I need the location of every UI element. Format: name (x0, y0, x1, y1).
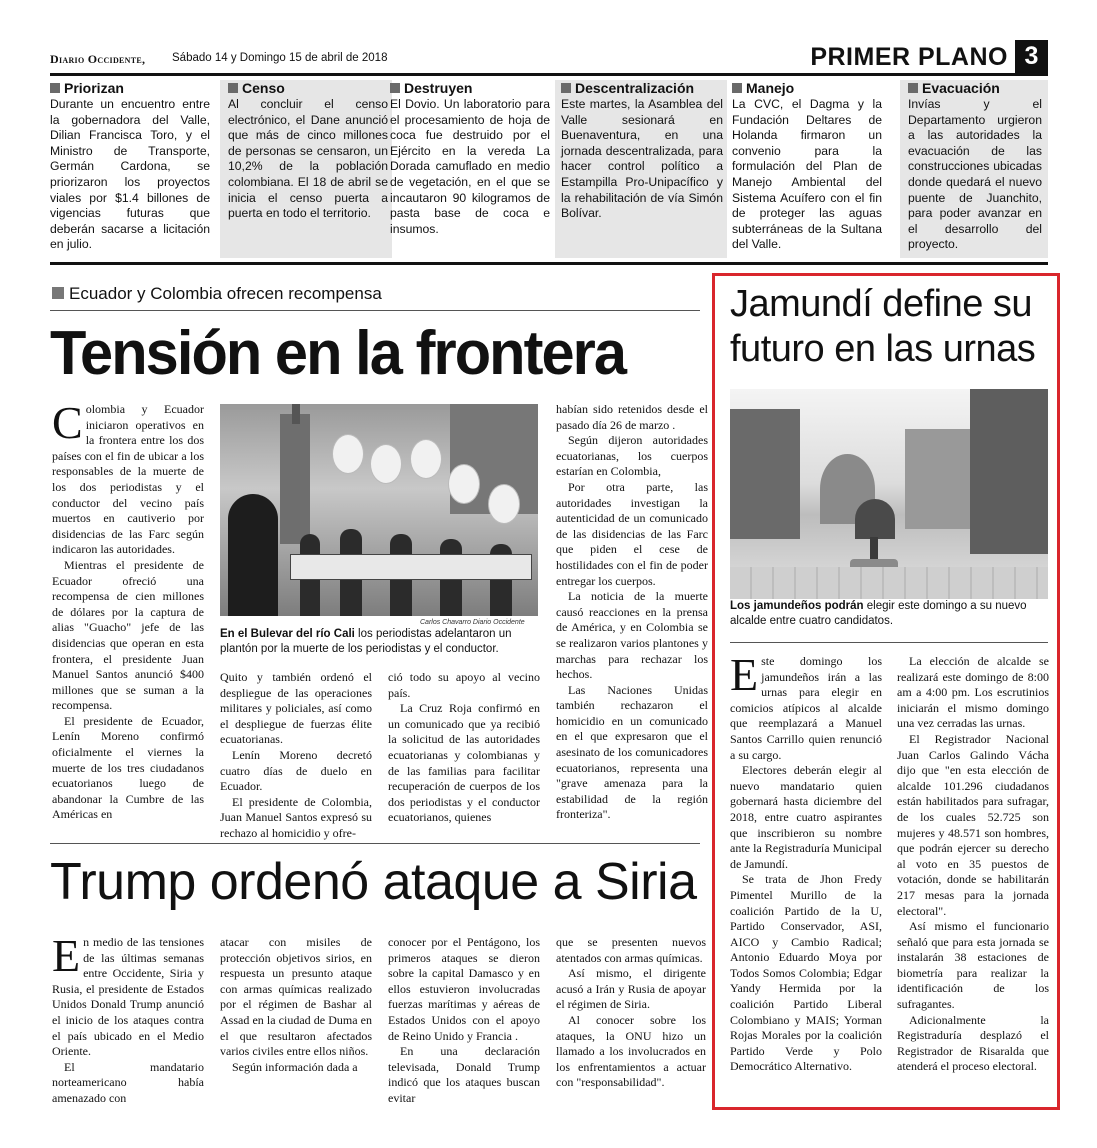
photo-caption (220, 627, 538, 657)
paragraph: El mandatario norteamericano había amenazado con (52, 1059, 204, 1105)
jamundi-rule (730, 642, 1048, 643)
paragraph: atacar con misiles de protección objetivos sirios, en respuesta un presunto ataque con armas químicas realizado por el régimen de Bashar al Assad en la ciudad de Duma en el que resultaron afectados varios civiles entre ellos niños. (220, 935, 372, 1059)
paragraph: En una declaración televisada, Donald Trump indicó que los ataques buscan evitar (388, 1044, 540, 1105)
paragraph: Así mismo el funcionario señaló que para esta jornada se instalarán 38 estaciones de biometría para realizar la identificación de los sufragantes. (897, 919, 1049, 1012)
paragraph: Por otra parte, las autoridades investigan la autenticidad de un comunicado de las disidencias de las Farc que piden el cese de hostilidades con el fin de poder entregar los cuerpos. (556, 479, 708, 588)
kicker-text: Ecuador y Colombia ofrecen recompensa (69, 284, 382, 303)
section-title: PRIMER PLANO (810, 43, 1008, 71)
paragraph: Lenín Moreno decretó cuatro días de duelo en Ecuador. (220, 747, 372, 794)
brief-text: Durante un encuentro entre la gobernadora del Valle, Dilian Francisca Toro, y el Ministro de Transporte, Germán Cardona, se priorizaron los proyectos viales por $1.4 billones de vigencias futuras que deberán sacarse a licitación en julio. (50, 97, 210, 252)
paragraph: El presidente de Ecuador, Lenín Moreno confirmó oficialmente el viernes la muerte de los tres ciudadanos ecuatorianos luego de abandonar la Cumbre de las Américas en (52, 713, 204, 822)
brief-text: Este martes, la Asamblea del Valle sesionará en Buenaventura, en una jornada descentralizada, para hacer control político a Estampilla Pro-Unipacífico y la rehabilitación de vía Simón Bolívar. (561, 97, 723, 221)
brief-title: Censo (242, 80, 285, 96)
paragraph: El Registrador Nacional Juan Carlos Galindo Vácha dijo que "en esta elección de alcalde 101.296 ciudadanos están habilitados para sufragar, de los cuales 52.725 son mujeres y 48.571 son hombres, que podrán ejercer su derecho al voto en 35 puestos de votación, donde se habilitarán 217 mesas para la jornada electoral". (897, 731, 1049, 918)
headline-trump: Trump ordenó ataque a Siria (50, 853, 697, 911)
kicker-rule (50, 310, 700, 311)
jamundi-column-2 (897, 654, 1049, 1075)
paragraph: Según dijeron autoridades ecuatorianas, los cuerpos estarían en Colombia, (556, 433, 708, 479)
paragraph: Quito y también ordenó el despliegue de las operaciones militares y policiales, así como el despliegue de fuerzas élite ecuatorianas. (220, 670, 372, 747)
publication-date: Sábado 14 y Domingo 15 de abril de 2018 (172, 52, 388, 64)
masthead-rule (50, 73, 1048, 76)
tension-column-1 (52, 397, 204, 823)
dropcap: C (52, 397, 83, 448)
tension-column-2 (220, 670, 372, 842)
photo-plaza (730, 389, 1048, 599)
paragraph: n medio de las tensiones de las últimas semanas entre Occidente, Siria y Rusia, el presidente de Estados Unidos Donald Trump anunció el inicio de los ataques contra el país ubicado en el Medio Oriente. (52, 935, 204, 1059)
caption-lead: Los jamundeños podrán (730, 600, 864, 612)
photo-protest (220, 404, 538, 616)
paragraph: La elección de alcalde se realizará este domingo de 8:00 am a 4:00 pm. Los escrutinios iniciarán el mismo domingo una vez cerradas las urnas. (897, 654, 1049, 731)
trump-column-4 (556, 935, 706, 1091)
paragraph: Se trata de Jhon Fredy Pimentel Murillo de la coalición Partido de la U, Partido Conservador, ASI, AICO y Cambio Radical; Antonio Eduardo Moya por Todos Somos Colombia; Edgar Yandy Hermida por la coalición Partido Liberal Colombiano y MAIS; Yorman Rojas Morales por la coalición Partido Verde y Polo Democrático Alternativo. (730, 872, 882, 1074)
square-bullet-icon (52, 287, 64, 299)
square-bullet-icon (908, 83, 918, 93)
paragraph: Adicionalmente la Registraduría desplazó el Registrador de Risaralda que atenderá el proceso electoral. (897, 1012, 1049, 1074)
tension-column-3 (388, 670, 540, 826)
paragraph: Mientras el presidente de Ecuador ofreció una recompensa de cien millones de dólares por la captura de alias "Guacho" jefe de las disidencias que operan en esta frontera, el presidente Juan Manuel Santos anunció $400 millones que se suman a la recompensa. (52, 557, 204, 713)
headline-tension: Tensión en la frontera (50, 319, 626, 388)
brief-priorizan (50, 80, 210, 258)
paragraph: habían sido retenidos desde el pasado día 26 de marzo . (556, 402, 708, 432)
brief-censo (220, 80, 392, 258)
jamundi-column-1 (730, 649, 882, 1075)
paragraph: La noticia de la muerte causó reacciones en la prensa de América, y en Colombia se se realizaron varios plantones y marchas para rechazar los hechos. (556, 589, 708, 682)
masthead (50, 42, 1048, 72)
paragraph: olombia y Ecuador iniciaron operativos en la frontera entre los dos países con el fin de ubicar a los responsables de la muerte de los dos periodistas y el conductor del vecino país muertos en cautiverio por disidencias de las Farc según indicaron las autoridades. (52, 402, 204, 557)
paragraph: La Cruz Roja confirmó en un comunicado que ya recibió la solicitud de las autoridades ecuatorianas y colombianas y de las familias para facilitar recuperación de cuerpos de los dos periodistas y el conductor ecuatorianos, quienes (388, 701, 540, 825)
paragraph: Las Naciones Unidas también rechazaron el homicidio en un comunicado en el que expresaron que el asesinato de los comunicadores ecuatorianos, representa una "grave amenaza para la estabilidad de la región fronteriza". (556, 682, 708, 822)
trump-column-1 (52, 930, 204, 1107)
brief-text: El Dovio. Un laboratorio para el procesamiento de hoja de coca fue destruido por el Ejército en la vereda La Dorada camuflado en medio de vegetación, en el que se incautaron 90 kilogramos de pasta base de coca e insumos. (390, 97, 550, 236)
paragraph: Electores deberán elegir al nuevo mandatario quien gobernará hasta diciembre del 2018, entre cuatro aspirantes que inscribieron su nombre ante la Registraduría Municipal de Jamundí. (730, 763, 882, 871)
paper-name: Diario Occidente, (50, 52, 146, 66)
paragraph: Al conocer sobre los ataques, la ONU hizo un llamado a los involucrados en los enfrentamientos a actuar con "responsabilidad". (556, 1012, 706, 1090)
paragraph: conocer por el Pentágono, los primeros ataques se dieron sobre la capital Damasco y en ellos estuvieron involucradas fuerzas marítimas y aéreas de Estados Unidos con el apoyo de Reino Unido y Francia . (388, 935, 540, 1043)
paragraph: ció todo su apoyo al vecino país. (388, 670, 540, 700)
brief-destruyen (390, 80, 550, 258)
brief-text: La CVC, el Dagma y la Fundación Deltares de Holanda firmaron un convenio para la formulación del Plan de Manejo Ambiental del Sistema Acuífero con el fin de proteger las aguas subterráneas de la Sultana del Valle. (732, 97, 882, 252)
brief-title: Priorizan (64, 80, 124, 96)
trump-rule (50, 843, 700, 844)
dropcap: E (730, 649, 759, 700)
news-briefs (50, 80, 1048, 262)
brief-descentralizacion (555, 80, 727, 258)
caption-text: elegir este domingo a su nuevo alcalde entre cuatro candidatos. (730, 600, 1027, 627)
brief-title: Destruyen (404, 80, 473, 96)
paragraph: que se presenten nuevos atentados con armas químicas. (556, 935, 706, 965)
briefs-rule (50, 262, 1048, 265)
square-bullet-icon (228, 83, 238, 93)
brief-text: Al concluir el censo electrónico, el Dane anunció que más de cinco millones de personas se censaron, un 10,2% de la población colombiana. El 18 de abril se inicia el censo puerta a puerta en todo el territorio. (228, 97, 388, 221)
trump-column-3 (388, 935, 540, 1107)
paragraph: Según información dada a (232, 1059, 358, 1074)
square-bullet-icon (50, 83, 60, 93)
trump-column-2 (220, 935, 372, 1075)
brief-title: Manejo (746, 80, 795, 96)
square-bullet-icon (390, 83, 400, 93)
square-bullet-icon (732, 83, 742, 93)
dropcap: E (52, 930, 81, 981)
caption-lead: En el Bulevar del río Cali (220, 628, 355, 640)
paragraph: ste domingo los jamundeños irán a las urnas para elegir en comicios atípicos al alcalde que reemplazará a Manuel Santos Carrillo quien renunció a su cargo. (730, 654, 882, 762)
square-bullet-icon (561, 83, 571, 93)
brief-title: Descentralización (575, 80, 695, 96)
brief-manejo (732, 80, 882, 258)
brief-title: Evacuación (922, 80, 1000, 96)
page-number: 3 (1015, 40, 1048, 73)
tension-column-4 (556, 402, 708, 823)
caption-text: los periodistas adelantaron un plantón por la muerte de los periodistas y el conductor. (220, 628, 512, 655)
paragraph: El presidente de Colombia, Juan Manuel Santos expresó su rechazo al homicidio y ofre- (220, 794, 372, 840)
brief-text: Invías y el Departamento urgieron a las autoridades la evacuación de las construcciones ubicadas donde quedará el nuevo puente de Juanchito, para poder avanzar en el desarrollo del proyecto. (908, 97, 1042, 252)
headline-jamundi: Jamundí define su futuro en las urnas (730, 283, 1036, 370)
photo-caption (730, 599, 1048, 629)
paragraph: Así mismo, el dirigente acusó a Irán y Rusia de apoyar el régimen de Siria. (556, 966, 706, 1012)
brief-evacuacion (900, 80, 1048, 258)
photo-credit: Carlos Chavarro Diario Occidente (420, 619, 525, 626)
story-kicker (52, 284, 382, 304)
